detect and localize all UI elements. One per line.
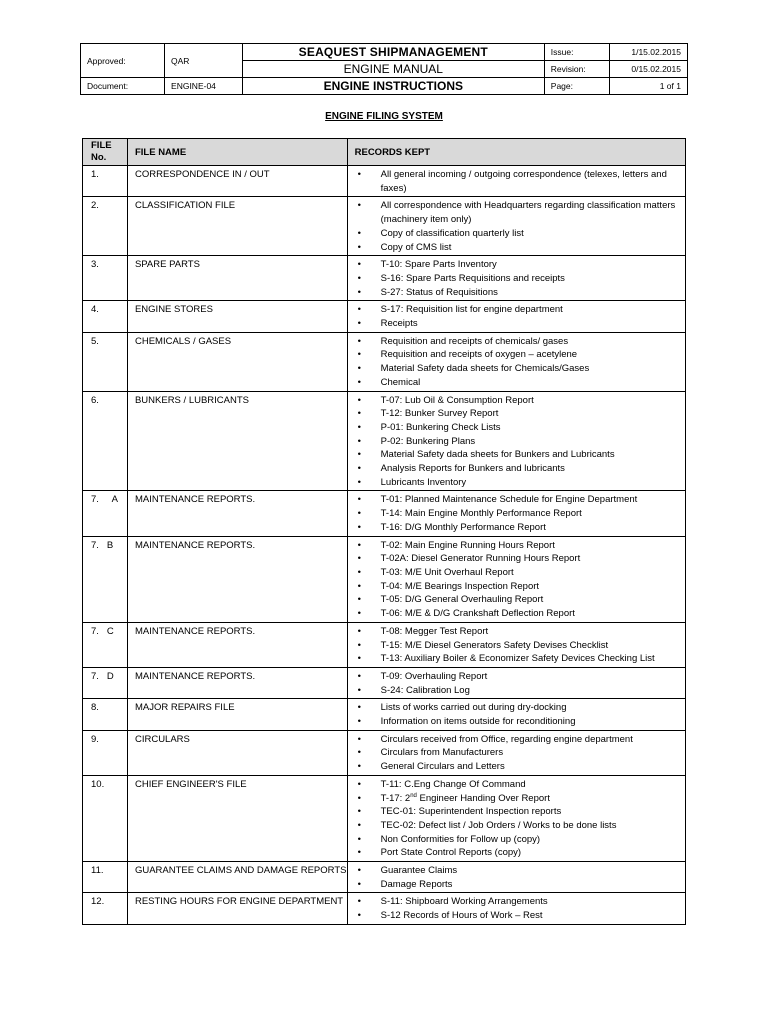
records-list [348, 537, 685, 622]
records-cell [347, 730, 685, 775]
file-name: MAINTENANCE REPORTS. [134, 670, 256, 682]
record-item: • T-16: D/G Monthly Performance Report [348, 521, 681, 535]
file-no-cell [83, 391, 128, 491]
records-cell [347, 332, 685, 391]
column-header-records: RECORDS KEPT [347, 139, 685, 166]
records-list [348, 776, 685, 861]
table-row [83, 256, 686, 301]
table-row [83, 862, 686, 893]
file-no: 12. [91, 896, 105, 908]
records-list [348, 731, 685, 775]
records-cell [347, 699, 685, 730]
file-no-cell [83, 862, 128, 893]
file-name-cell [127, 730, 347, 775]
file-no: 5. [91, 335, 99, 347]
table-row [83, 166, 686, 197]
records-list [348, 491, 685, 535]
table-row [83, 301, 686, 332]
file-no-cell [83, 332, 128, 391]
records-list [348, 668, 685, 698]
record-item: • Lists of works carried out during dry-docking [348, 701, 681, 715]
record-item: • General Circulars and Letters [348, 760, 681, 774]
file-name-cell [127, 491, 347, 536]
file-name-cell [127, 622, 347, 667]
file-no: 1. [91, 169, 99, 180]
records-list [348, 166, 685, 196]
record-item: • T-12: Bunker Survey Report [348, 407, 681, 421]
record-item: • T-15: M/E Diesel Generators Safety Devises Checklist [348, 639, 681, 653]
record-item: • T-07: Lub Oil & Consumption Report [348, 394, 681, 408]
file-name-cell [127, 197, 347, 256]
records-list [348, 197, 685, 255]
file-name-cell [127, 699, 347, 730]
records-cell [347, 197, 685, 256]
file-name: CHEMICALS / GASES [134, 335, 232, 347]
record-item: • P-01: Bunkering Check Lists [348, 421, 681, 435]
records-list [348, 893, 685, 923]
file-no-cell [83, 536, 128, 622]
record-item: • TEC-02: Defect list / Job Orders / Works to be done lists [348, 819, 681, 833]
record-item: • S-24: Calibration Log [348, 684, 681, 698]
file-name-cell [127, 536, 347, 622]
column-header-file-name: FILE NAME [127, 139, 347, 166]
record-item: • Copy of classification quarterly list [348, 227, 681, 241]
file-no-cell [83, 197, 128, 256]
file-no-cell [83, 667, 128, 698]
file-name-cell [127, 667, 347, 698]
file-name: RESTING HOURS FOR ENGINE DEPARTMENT [134, 896, 344, 908]
file-no: 7. B [91, 539, 114, 551]
file-name-cell [127, 166, 347, 197]
records-list [348, 392, 685, 491]
table-row [83, 536, 686, 622]
ordinal-suffix: nd [410, 792, 417, 799]
manual-name: ENGINE MANUAL [242, 61, 544, 78]
table-row [83, 332, 686, 391]
table-header-row [83, 139, 686, 166]
record-item: • Information on items outside for reconditioning [348, 715, 681, 729]
file-no: 6. [91, 394, 99, 406]
file-no: 4. [91, 304, 99, 316]
file-name: ENGINE STORES [134, 304, 213, 316]
record-item: • S-27: Status of Requisitions [348, 286, 681, 300]
file-no: 9. [91, 733, 99, 745]
records-list [348, 699, 685, 729]
file-no-cell [83, 775, 128, 861]
records-list [348, 256, 685, 300]
records-cell [347, 893, 685, 924]
file-no: 2. [91, 200, 99, 212]
file-name: MAJOR REPAIRS FILE [134, 702, 235, 714]
table-row [83, 197, 686, 256]
file-name: MAINTENANCE REPORTS. [134, 625, 256, 637]
file-no: 11. [91, 865, 104, 877]
record-item: • T-08: Megger Test Report [348, 625, 681, 639]
record-item: • All correspondence with Headquarters regarding classification matters (machinery item only) [348, 199, 681, 226]
document-header [80, 43, 688, 95]
table-row [83, 699, 686, 730]
record-item: • Requisition and receipts of oxygen – acetylene [348, 348, 681, 362]
file-no-cell [83, 491, 128, 536]
record-item: • T-02A: Diesel Generator Running Hours Report [348, 552, 681, 566]
file-name-cell [127, 862, 347, 893]
file-no-cell [83, 730, 128, 775]
record-item: • TEC-01: Superintendent Inspection reports [348, 805, 681, 819]
record-item: • Material Safety dada sheets for Chemicals/Gases [348, 362, 681, 376]
record-item: • Lubricants Inventory [348, 476, 681, 490]
section-title: ENGINE FILING SYSTEM [325, 111, 443, 122]
file-no: 3. [91, 259, 99, 271]
record-item: • Analysis Reports for Bunkers and lubricants [348, 462, 681, 476]
record-item: • S-12 Records of Hours of Work – Rest [348, 909, 681, 923]
records-cell [347, 622, 685, 667]
table-row [83, 730, 686, 775]
approved-value: QAR [165, 44, 243, 78]
file-name-cell [127, 301, 347, 332]
record-item: • All general incoming / outgoing correspondence (telexes, letters and faxes) [348, 168, 681, 195]
record-item: • T-03: M/E Unit Overhaul Report [348, 566, 681, 580]
records-cell [347, 301, 685, 332]
filing-table [82, 138, 686, 925]
table-body [83, 166, 686, 925]
file-no-cell [83, 893, 128, 924]
file-name: CIRCULARS [134, 733, 190, 745]
table-row [83, 391, 686, 491]
page-value: 1 of 1 [610, 78, 688, 95]
page-label: Page: [544, 78, 609, 95]
file-name: MAINTENANCE REPORTS. [134, 539, 256, 551]
records-cell [347, 166, 685, 197]
table-row [83, 667, 686, 698]
file-name: MAINTENANCE REPORTS. [134, 494, 256, 506]
company-name: SEAQUEST SHIPMANAGEMENT [242, 44, 544, 61]
record-item: • T-05: D/G General Overhauling Report [348, 593, 681, 607]
records-cell [347, 491, 685, 536]
record-item: • T-02: Main Engine Running Hours Report [348, 539, 681, 553]
records-list [348, 301, 685, 331]
record-item: • T-17: 2nd Engineer Handing Over Report [348, 792, 681, 806]
records-cell [347, 667, 685, 698]
file-name-cell [127, 893, 347, 924]
file-no: 10. [91, 778, 105, 790]
records-cell [347, 536, 685, 622]
issue-value: 1/15.02.2015 [610, 44, 688, 61]
file-name: BUNKERS / LUBRICANTS [134, 394, 249, 406]
file-no-cell [83, 301, 128, 332]
records-list [348, 333, 685, 391]
approved-label: Approved: [81, 44, 165, 78]
file-name-cell [127, 775, 347, 861]
issue-label: Issue: [544, 44, 609, 61]
records-cell [347, 256, 685, 301]
column-header-file-no: FILE No. [83, 139, 128, 166]
file-name: SPARE PARTS [134, 259, 200, 271]
record-item: • Port State Control Reports (copy) [348, 846, 681, 860]
record-item: • P-02: Bunkering Plans [348, 435, 681, 449]
file-name: CHIEF ENGINEER'S FILE [134, 778, 247, 790]
record-item: • Receipts [348, 317, 681, 331]
record-item: • Circulars from Manufacturers [348, 746, 681, 760]
record-item: • T-06: M/E & D/G Crankshaft Deflection Report [348, 607, 681, 621]
file-no-cell [83, 256, 128, 301]
file-no: 7. D [91, 670, 114, 682]
file-name: CORRESPONDENCE IN / OUT [134, 169, 270, 180]
record-item: • Guarantee Claims [348, 864, 681, 878]
records-cell [347, 391, 685, 491]
table-row [83, 775, 686, 861]
record-item: • Requisition and receipts of chemicals/ gases [348, 335, 681, 349]
file-no-cell [83, 699, 128, 730]
file-name-cell [127, 391, 347, 491]
revision-label: Revision: [544, 61, 609, 78]
revision-value: 0/15.02.2015 [610, 61, 688, 78]
table-row [83, 491, 686, 536]
table-row [83, 622, 686, 667]
records-cell [347, 862, 685, 893]
table-row [83, 893, 686, 924]
file-name: CLASSIFICATION FILE [134, 200, 236, 212]
file-no: 8. [91, 702, 99, 714]
records-list [348, 862, 685, 892]
file-name: GUARANTEE CLAIMS AND DAMAGE REPORTS [134, 865, 347, 877]
file-no: 7. A [91, 494, 118, 506]
record-item: • Material Safety dada sheets for Bunkers and Lubricants [348, 448, 681, 462]
records-list [348, 623, 685, 667]
file-no-cell [83, 166, 128, 197]
record-item: • Copy of CMS list [348, 241, 681, 255]
document-label: Document: [81, 78, 165, 95]
record-item: • T-09: Overhauling Report [348, 670, 681, 684]
file-name-cell [127, 332, 347, 391]
file-no-cell [83, 622, 128, 667]
document-value: ENGINE-04 [165, 78, 243, 95]
record-item: • Non Conformities for Follow up (copy) [348, 833, 681, 847]
record-item: • T-13: Auxiliary Boiler & Economizer Safety Devices Checking List [348, 652, 681, 666]
record-item: • T-14: Main Engine Monthly Performance Report [348, 507, 681, 521]
record-item: • T-01: Planned Maintenance Schedule for Engine Department [348, 493, 681, 507]
record-item: • T-04: M/E Bearings Inspection Report [348, 580, 681, 594]
file-no: 7. C [91, 625, 114, 637]
records-cell [347, 775, 685, 861]
record-item: • S-11: Shipboard Working Arrangements [348, 895, 681, 909]
document-title: ENGINE INSTRUCTIONS [242, 78, 544, 95]
record-item: • Circulars received from Office, regarding engine department [348, 733, 681, 747]
record-item: • T-10: Spare Parts Inventory [348, 258, 681, 272]
record-item: • S-16: Spare Parts Requisitions and receipts [348, 272, 681, 286]
record-item: • Damage Reports [348, 878, 681, 892]
record-item: • T-11: C.Eng Change Of Command [348, 778, 681, 792]
record-item: • S-17: Requisition list for engine department [348, 303, 681, 317]
file-name-cell [127, 256, 347, 301]
record-item: • Chemical [348, 376, 681, 390]
